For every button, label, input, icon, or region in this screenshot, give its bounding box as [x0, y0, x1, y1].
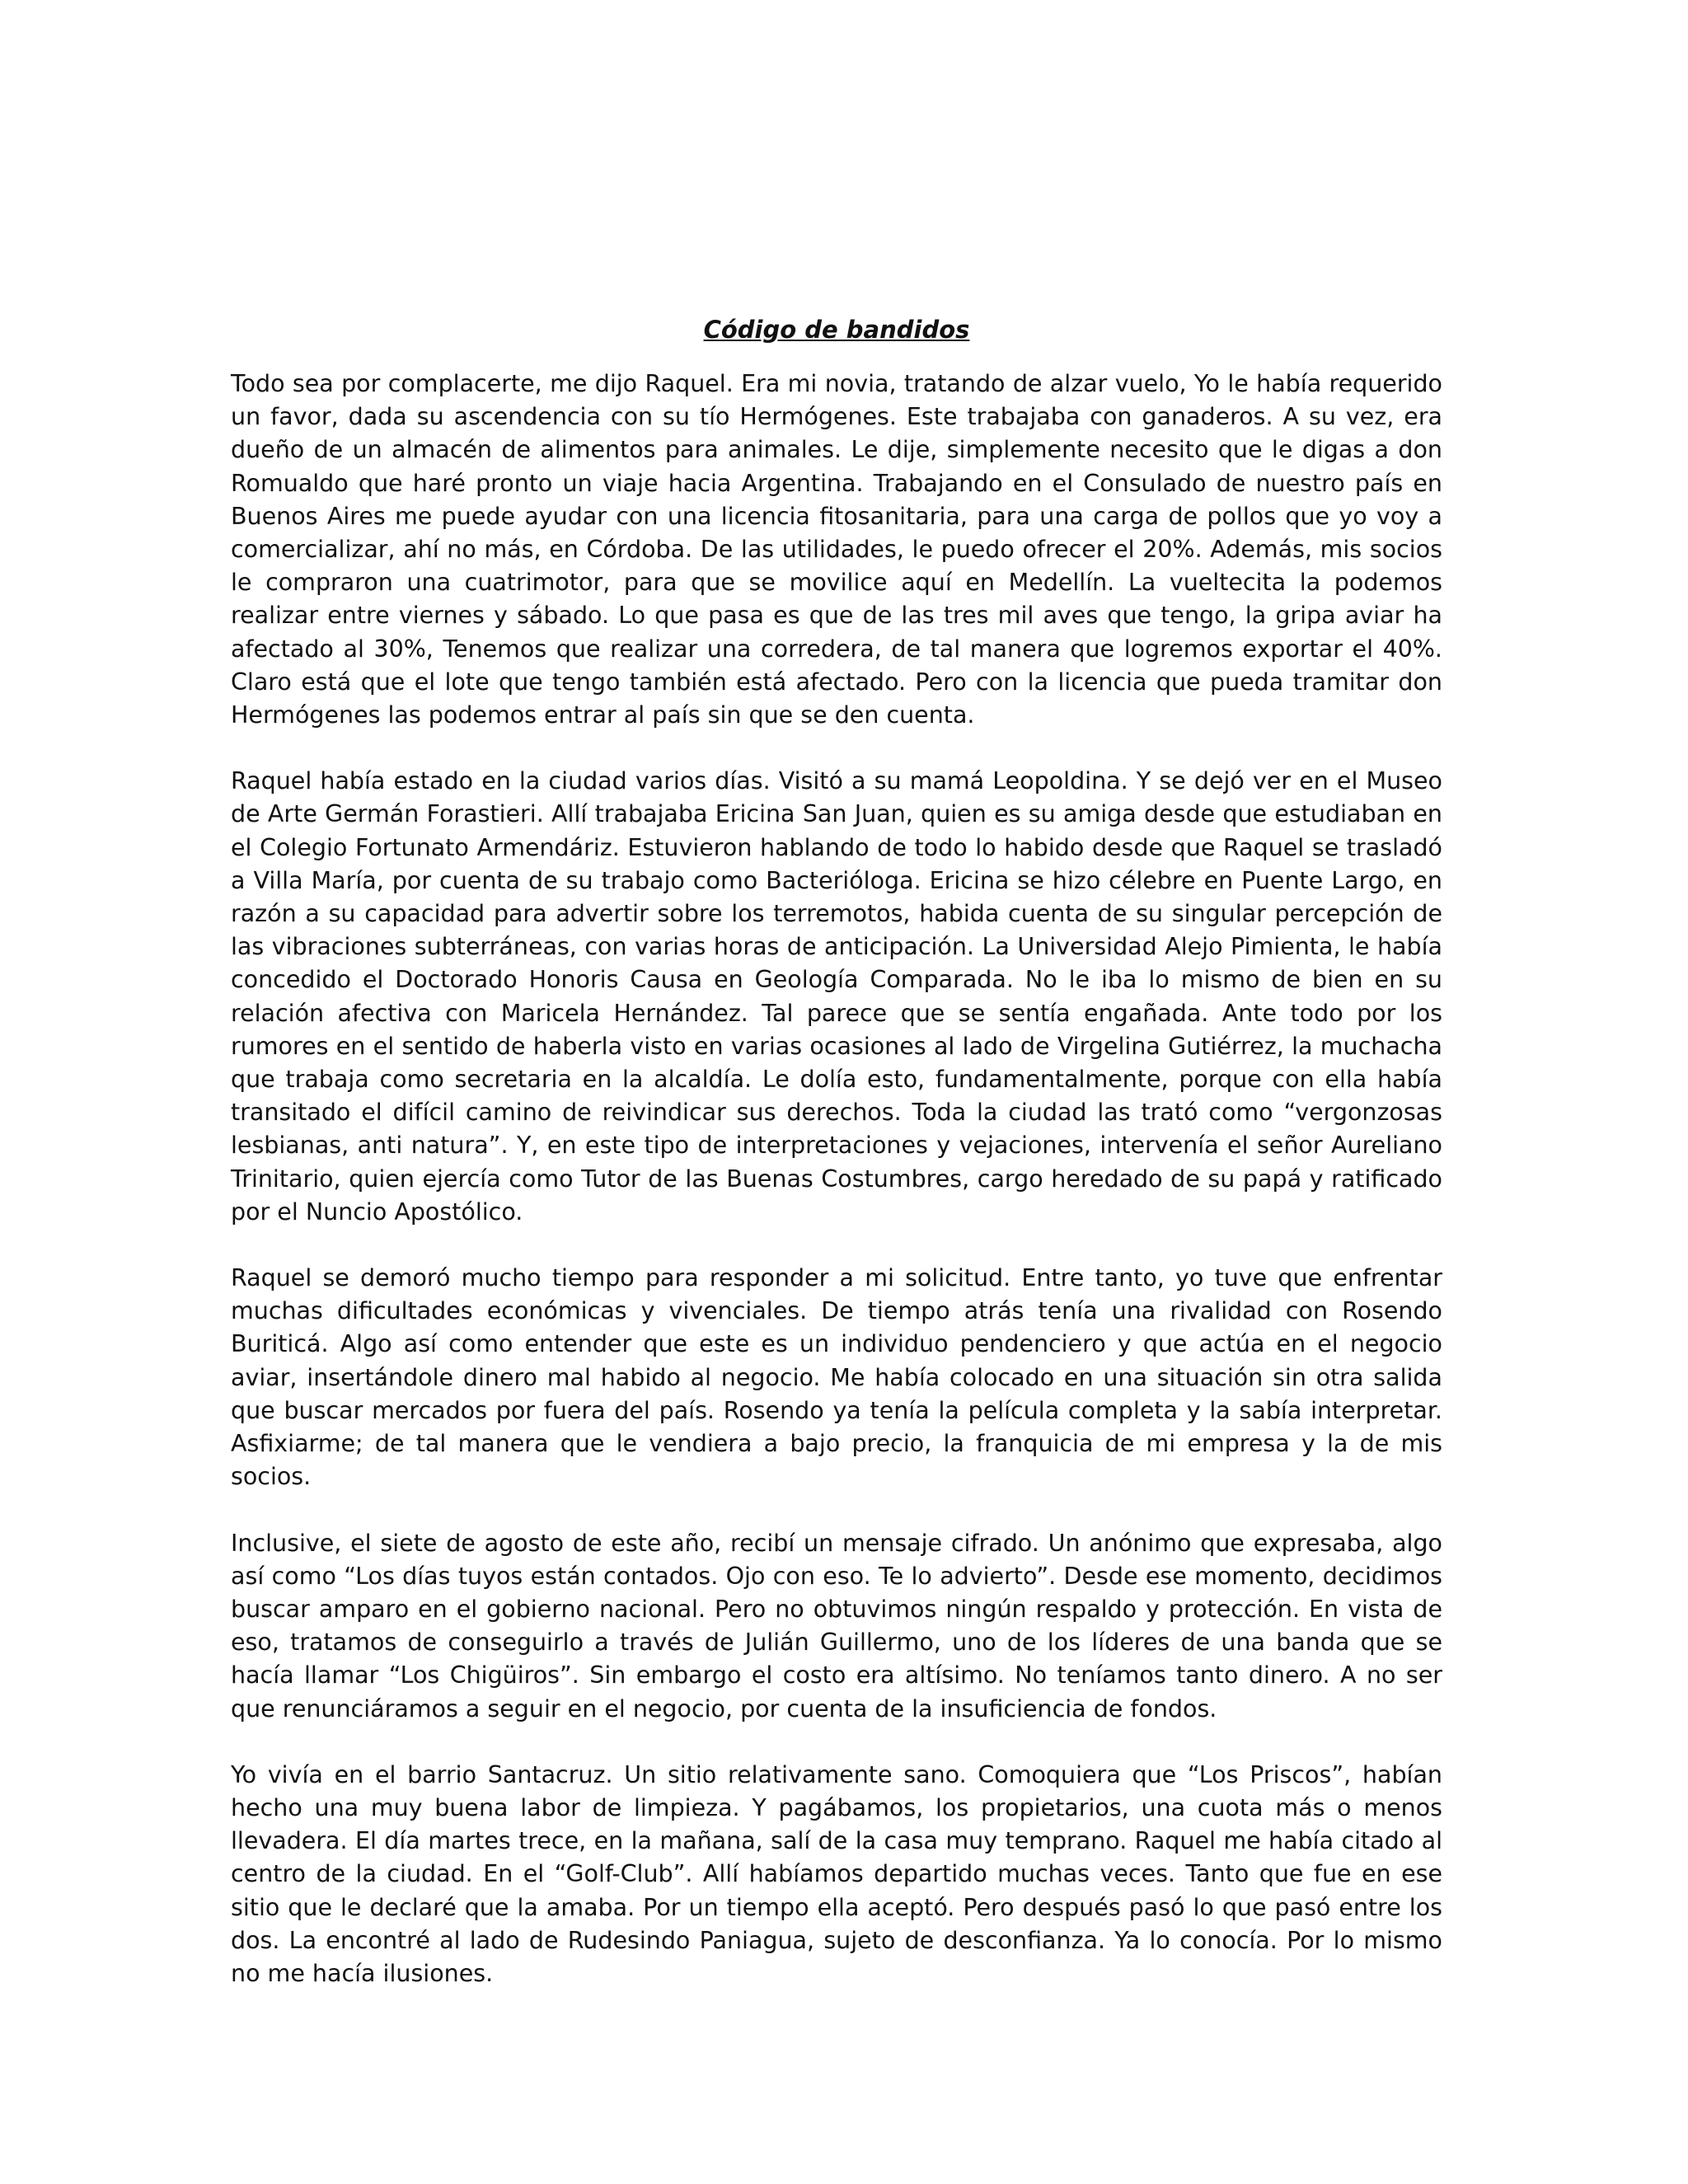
- document-title: Código de bandidos: [703, 316, 970, 344]
- paragraph-3: Raquel se demoró mucho tiempo para responder a mi solicitud. Entre tanto, yo tuve que enfrentar muchas dificultades económicas y vivenciales. De tiempo atrás tenía una rivalidad con Rosendo Buriticá. Algo así como entender que este es un individuo pendenciero y que actúa en el negocio aviar, insertándole dinero mal habido al negocio. Me había colocado en una situación sin otra salida que buscar mercados por fuera del país. Rosendo ya tenía la película completa y la sabía interpretar. Asfixiarme; de tal manera que le vendiera a bajo precio, la franquicia de mi empresa y la de mis socios.: [231, 1264, 1442, 1491]
- paragraph-5: Yo vivía en el barrio Santacruz. Un sitio relativamente sano. Comoquiera que “Los Priscos”, habían hecho una muy buena labor de limpieza. Y pagábamos, los propietarios, una cuota más o menos llevadera. El día martes trece, en la mañana, salí de la casa muy temprano. Raquel me había citado al centro de la ciudad. En el “Golf-Club”. Allí habíamos departido muchas veces. Tanto que fue en ese sitio que le declaré que la amaba. Por un tiempo ella aceptó. Pero después pasó lo que pasó entre los dos. La encontré al lado de Rudesindo Paniagua, sujeto de desconfianza. Ya lo conocía. Por lo mismo no me hacía ilusiones.: [231, 1760, 1442, 1987]
- paragraph-2: Raquel había estado en la ciudad varios días. Visitó a su mamá Leopoldina. Y se dejó ver en el Museo de Arte Germán Forastieri. Allí trabajaba Ericina San Juan, quien es su amiga desde que estudiaban en el Colegio Fortunato Armendáriz. Estuvieron hablando de todo lo habido desde que Raquel se trasladó a Villa María, por cuenta de su trabajo como Bacterióloga. Ericina se hizo célebre en Puente Largo, en razón a su capacidad para advertir sobre los terremotos, habida cuenta de su singular percepción de las vibraciones subterráneas, con varias horas de anticipación. La Universidad Alejo Pimienta, le había concedido el Doctorado Honoris Causa en Geología Comparada. No le iba lo mismo de bien en su relación afectiva con Maricela Hernández. Tal parece que se sentía engañada. Ante todo por los rumores en el sentido de haberla visto en varias ocasiones al lado de Virgelina Gutiérrez, la muchacha que trabaja como secretaria en la alcaldía. Le dolía esto, fundamentalmente, porque con ella había transitado el difícil camino de reivindicar sus derechos. Toda la ciudad las trató como “vergonzosas lesbianas, anti natura”. Y, en este tipo de interpretaciones y vejaciones, intervenía el señor Aureliano Trinitario, quien ejercía como Tutor de las Buenas Costumbres, cargo heredado de su papá y ratificado por el Nuncio Apostólico.: [231, 767, 1442, 1226]
- paragraph-1: Todo sea por complacerte, me dijo Raquel. Era mi novia, tratando de alzar vuelo, Yo le había requerido un favor, dada su ascendencia con su tío Hermógenes. Este trabajaba con ganaderos. A su vez, era dueño de un almacén de alimentos para animales. Le dije, simplemente necesito que le digas a don Romualdo que haré pronto un viaje hacia Argentina. Trabajando en el Consulado de nuestro país en Buenos Aires me puede ayudar con una licencia fitosanitaria, para una carga de pollos que yo voy a comercializar, ahí no más, en Córdoba. De las utilidades, le puedo ofrecer el 20%. Además, mis socios le compraron una cuatrimotor, para que se movilice aquí en Medellín. La vueltecita la podemos realizar entre viernes y sábado. Lo que pasa es que de las tres mil aves que tengo, la gripa aviar ha afectado al 30%, Tenemos que realizar una corredera, de tal manera que logremos exportar el 40%. Claro está que el lote que tengo también está afectado. Pero con la licencia que pueda tramitar don Hermógenes las podemos entrar al país sin que se den cuenta.: [231, 370, 1442, 729]
- document-body: [231, 313, 1442, 2023]
- paragraph-4: Inclusive, el siete de agosto de este año, recibí un mensaje cifrado. Un anónimo que expresaba, algo así como “Los días tuyos están contados. Ojo con eso. Te lo advierto”. Desde ese momento, decidimos buscar amparo en el gobierno nacional. Pero no obtuvimos ningún respaldo y protección. En vista de eso, tratamos de conseguirlo a través de Julián Guillermo, uno de los líderes de una banda que se hacía llamar “Los Chigüiros”. Sin embargo el costo era altísimo. No teníamos tanto dinero. A no ser que renunciáramos a seguir en el negocio, por cuenta de la insuficiencia de fondos.: [231, 1529, 1442, 1722]
